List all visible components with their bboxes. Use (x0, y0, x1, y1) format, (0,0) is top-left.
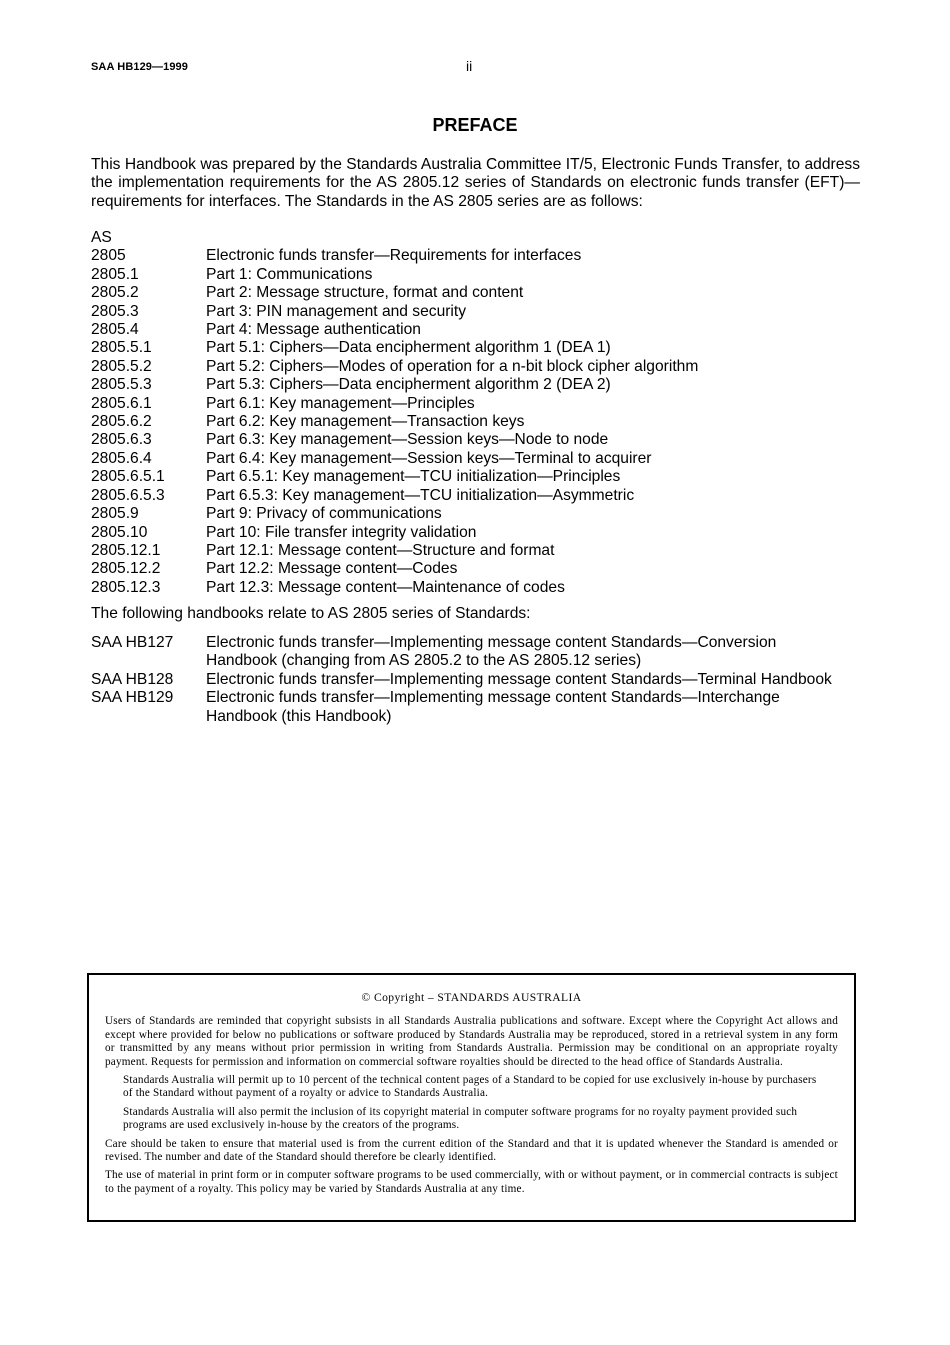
item-title: Electronic funds transfer—Implementing message content Standards—Terminal Handbook (206, 670, 832, 688)
item-code: 2805.12.1 (91, 541, 161, 559)
item-code: 2805.6.2 (91, 413, 152, 431)
item-code: 2805.6.3 (91, 431, 152, 449)
item-title: Part 12.1: Message content—Structure and format (206, 541, 555, 559)
item-code: 2805.3 (91, 302, 139, 320)
standards-list (91, 229, 851, 597)
copyright-notice (87, 973, 856, 1222)
list-item (91, 431, 851, 449)
handbooks-intro: The following handbooks relate to AS 2805 series of Standards: (91, 605, 531, 622)
item-title: Part 12.3: Message content—Maintenance of codes (206, 578, 565, 596)
list-item (91, 560, 851, 578)
preface-intro: This Handbook was prepared by the Standards Australia Committee IT/5, Electronic Funds Transfer, to address the implementation requirements for the AS 2805.12 series of Standards on electronic funds transfer (EFT)—requirements for interfaces. The Standards in the AS 2805 series are as follows: (91, 156, 860, 210)
item-title: Part 6.4: Key management—Session keys—Terminal to acquirer (206, 449, 652, 467)
list-item (91, 395, 851, 413)
item-title: Part 3: PIN management and security (206, 302, 467, 320)
copyright-paragraph: Care should be taken to ensure that material used is from the current edition of the Standard and that it is updated whenever the Standard is amended or revised. The number and date of the Standard should therefore be clearly identified. (105, 1137, 838, 1164)
item-code: 2805.1 (91, 265, 139, 283)
item-title: Part 6.5.1: Key management—TCU initialization—Principles (206, 468, 621, 486)
item-title: Part 6.2: Key management—Transaction keys (206, 413, 525, 431)
item-title: Part 6.1: Key management—Principles (206, 394, 475, 412)
list-item (91, 671, 851, 689)
item-title: Part 2: Message structure, format and content (206, 284, 524, 302)
item-code: 2805.12.2 (91, 560, 161, 578)
item-code: 2805.4 (91, 321, 139, 339)
item-code: 2805.5.2 (91, 357, 152, 375)
list-item (91, 487, 851, 505)
list-item (91, 376, 851, 394)
list-item (91, 579, 851, 597)
list-item (91, 303, 851, 321)
copyright-title: © Copyright – STANDARDS AUSTRALIA (361, 991, 582, 1004)
item-title: Part 5.2: Ciphers—Modes of operation for a n-bit block cipher algorithm (206, 357, 699, 375)
list-item (91, 358, 851, 376)
item-code: 2805.5.3 (91, 376, 152, 394)
list-item (91, 542, 851, 560)
item-title: Part 6.5.3: Key management—TCU initialization—Asymmetric (206, 486, 635, 504)
list-item (91, 284, 851, 302)
copyright-paragraph: Standards Australia will permit up to 10 percent of the technical content pages of a Standard to be copied for use exclusively in-house by purchasers of the Standard without payment of a royalty or advice to Standards Australia. (123, 1074, 817, 1100)
item-title: Part 6.3: Key management—Session keys—Node to node (206, 431, 609, 449)
item-title: Electronic funds transfer—Requirements for interfaces (206, 247, 582, 265)
list-item (91, 450, 851, 468)
list-item (91, 247, 851, 265)
item-code: SAA HB128 (91, 670, 174, 688)
item-code: 2805 (91, 247, 126, 265)
item-code: 2805.2 (91, 284, 139, 302)
list-item (91, 339, 851, 357)
list-item (91, 266, 851, 284)
item-code: SAA HB129 (91, 689, 174, 707)
list-item (91, 689, 851, 726)
list-item (91, 321, 851, 339)
list-item (91, 505, 851, 523)
page-number: ii (466, 58, 473, 74)
series-prefix: AS (91, 229, 112, 246)
list-item (91, 634, 851, 671)
page-title: PREFACE (432, 115, 518, 135)
item-code: 2805.5.1 (91, 339, 152, 357)
item-code: 2805.12.3 (91, 578, 161, 596)
item-title: Part 1: Communications (206, 265, 373, 283)
item-code: 2805.6.5.1 (91, 468, 165, 486)
item-code: 2805.9 (91, 505, 139, 523)
list-item (91, 468, 851, 486)
item-title: Part 9: Privacy of communications (206, 505, 442, 523)
item-title: Part 12.2: Message content—Codes (206, 560, 458, 578)
item-code: 2805.10 (91, 523, 148, 541)
item-code: SAA HB127 (91, 634, 174, 651)
item-code: 2805.6.1 (91, 394, 152, 412)
item-code: 2805.6.5.3 (91, 486, 165, 504)
copyright-paragraph: Users of Standards are reminded that copyright subsists in all Standards Australia publications and software. Except where the Copyright Act allows and except where provided for below no publications or software produced by Standards Australia may be reproduced, stored in a retrieval system in any form or transmitted by any means without prior permission in writing from Standards Australia. Permission may be conditional on an appropriate royalty payment. Requests for permission and information on commercial software royalties should be directed to the head office of Standards Australia. (105, 1015, 838, 1068)
item-title: Electronic funds transfer—Implementing message content Standards—Interchange Handbook (this Handbook) (206, 689, 780, 725)
list-item (91, 413, 851, 431)
item-title: Part 4: Message authentication (206, 321, 421, 339)
item-title: Part 5.3: Ciphers—Data encipherment algorithm 2 (DEA 2) (206, 376, 611, 394)
list-item (91, 524, 851, 542)
handbooks-list (91, 634, 851, 726)
item-title: Part 5.1: Ciphers—Data encipherment algorithm 1 (DEA 1) (206, 339, 611, 357)
item-title: Electronic funds transfer—Implementing message content Standards—Conversion Handbook (changing from AS 2805.2 to the AS 2805.12 series) (206, 634, 777, 670)
copyright-paragraph: The use of material in print form or in computer software programs to be used commercially, with or without payment, or in commercial contracts is subject to the payment of a royalty. This policy may be varied by Standards Australia at any time. (105, 1169, 838, 1195)
copyright-paragraph: Standards Australia will also permit the inclusion of its copyright material in computer software programs for no royalty payment provided such programs are used exclusively in-house by the creators of the programs. (123, 1105, 798, 1132)
item-code: 2805.6.4 (91, 449, 152, 467)
document-code: SAA HB129—1999 (91, 61, 188, 73)
item-title: Part 10: File transfer integrity validation (206, 523, 477, 541)
